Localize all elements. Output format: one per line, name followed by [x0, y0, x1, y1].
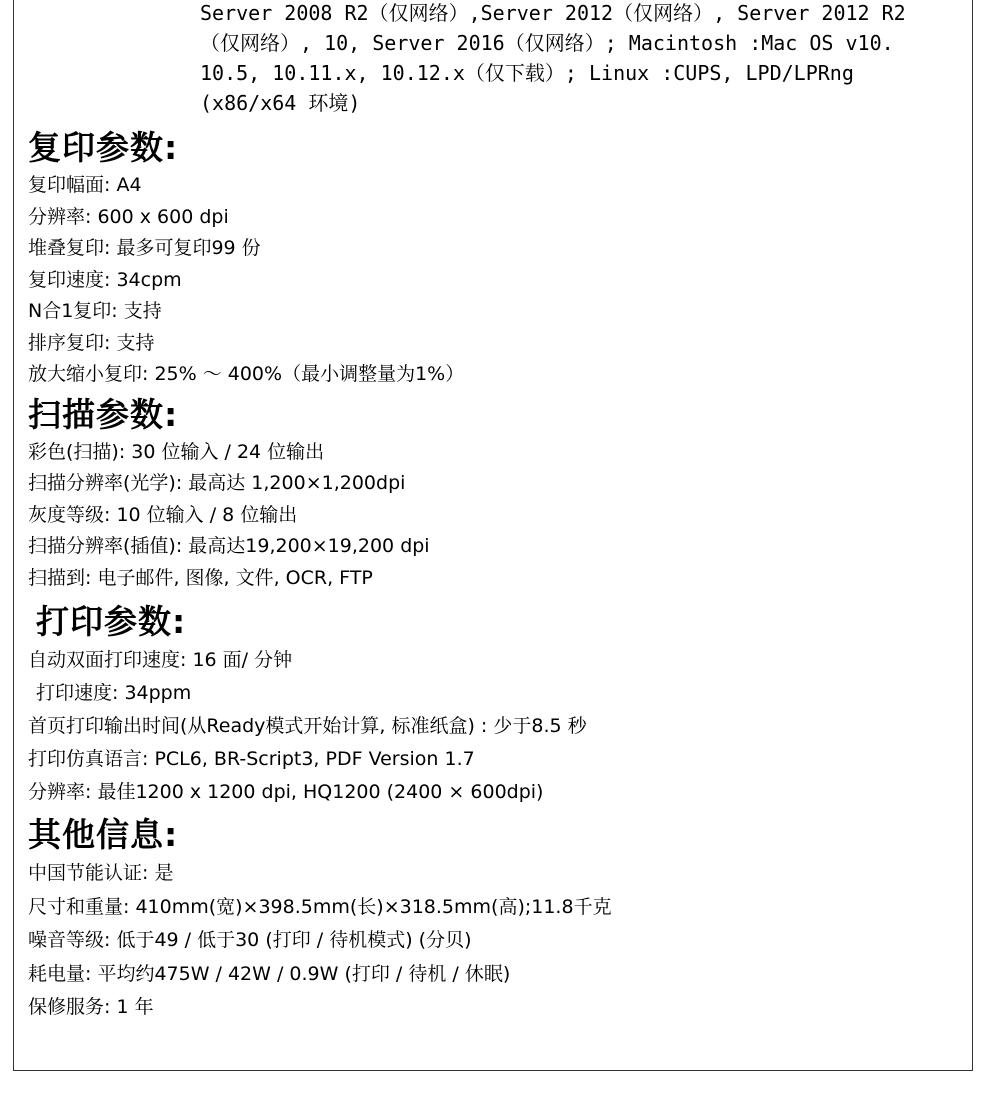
- spec-line: 耗电量: 平均约475W / 42W / 0.9W (打印 / 待机 / 休眠): [28, 962, 511, 985]
- spec-line: 分辨率: 600 x 600 dpi: [28, 205, 229, 228]
- spec-line: 打印速度: 34ppm: [36, 682, 192, 704]
- copy-params-section: [28, 126, 958, 391]
- spec-line: 分辨率: 最佳1200 x 1200 dpi, HQ1200 (2400 × 600dpi): [28, 781, 544, 803]
- spec-line: 打印仿真语言: PCL6, BR-Script3, PDF Version 1.7: [28, 748, 475, 770]
- spec-line: 扫描到: 电子邮件, 图像, 文件, OCR, FTP: [28, 566, 373, 589]
- spec-line: 首页打印输出时间(从Ready模式开始计算, 标准纸盒) : 少于8.5 秒: [28, 715, 587, 737]
- spec-line: 放大缩小复印: 25% ～ 400%（最小调整量为1%）: [28, 363, 465, 385]
- os-support-paragraph: [200, 0, 970, 118]
- spec-line: 中国节能认证: 是: [28, 862, 174, 884]
- os-support-line: 10.5, 10.11.x, 10.12.x（仅下载）; Linux :CUPS, LPD/LPRng: [200, 61, 854, 85]
- os-support-line: (x86/x64 环境): [200, 91, 361, 115]
- spec-line: 尺寸和重量: 410mm(宽)×398.5mm(长)×318.5mm(高);11.8千克: [28, 895, 612, 918]
- other-info-section: [28, 813, 958, 1025]
- print-params-section: [28, 600, 958, 809]
- scan-params-section: [28, 393, 958, 595]
- spec-line: 排序复印: 支持: [28, 331, 155, 354]
- spec-line: 扫描分辨率(光学): 最高达 1,200×1,200dpi: [28, 472, 406, 494]
- spec-line: 保修服务: 1 年: [28, 996, 154, 1018]
- spec-line: 彩色(扫描): 30 位输入 / 24 位输出: [28, 440, 325, 463]
- spec-line: 堆叠复印: 最多可复印99 份: [28, 237, 261, 259]
- print-params-title: 打印参数:: [36, 602, 187, 641]
- copy-params-list: [28, 170, 958, 391]
- spec-line: 扫描分辨率(插值): 最高达19,200×19,200 dpi: [28, 535, 430, 557]
- scan-params-list: [28, 437, 958, 595]
- os-support-line: （仅网络）, 10, Server 2016（仅网络）; Macintosh :Mac OS v10.: [200, 31, 894, 55]
- scan-params-title: 扫描参数:: [28, 394, 179, 434]
- spec-line: 复印幅面: A4: [28, 174, 142, 196]
- other-info-title: 其他信息:: [28, 815, 179, 854]
- spec-line: 复印速度: 34cpm: [28, 268, 182, 291]
- spec-line: N合1复印: 支持: [28, 300, 162, 322]
- other-info-list: [28, 857, 958, 1025]
- spec-line: 灰度等级: 10 位输入 / 8 位输出: [28, 503, 298, 526]
- copy-params-title: 复印参数:: [28, 128, 179, 167]
- spec-content: [28, 120, 958, 1027]
- spec-line: 噪音等级: 低于49 / 低于30 (打印 / 待机模式) (分贝): [28, 929, 472, 951]
- os-support-line: Server 2008 R2（仅网络）,Server 2012（仅网络）, Server 2012 R2: [200, 1, 906, 25]
- print-params-list: [28, 644, 958, 809]
- spec-line: 自动双面打印速度: 16 面/ 分钟: [28, 649, 293, 671]
